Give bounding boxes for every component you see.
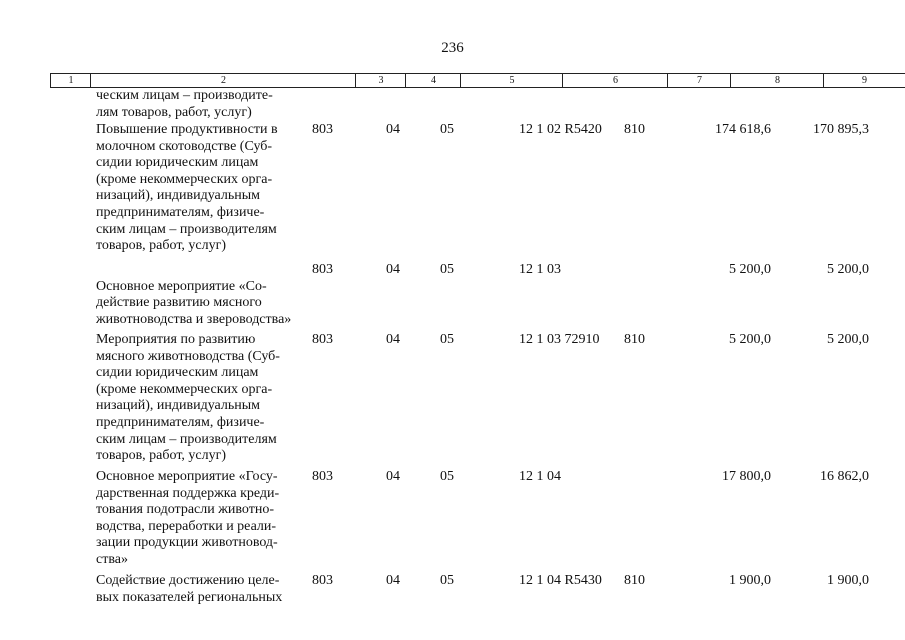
row-col-5: 05 — [440, 122, 454, 137]
header-col-5: 5 — [460, 74, 563, 87]
row-col-7: 810 — [624, 573, 645, 588]
row-name-text: Основное мероприятие «Со- действие развитию мясного животноводства и звероводства» — [96, 278, 292, 327]
row-col-5: 05 — [440, 469, 454, 484]
row-col-5: 05 — [440, 332, 454, 347]
row-col-4: 04 — [386, 469, 400, 484]
row-col-3: 803 — [312, 122, 333, 137]
header-col-3: 3 — [355, 74, 406, 87]
row-col-6: 12 1 02 R5420 — [519, 122, 602, 137]
row-col-9: 5 200,0 — [827, 332, 869, 347]
row-col-3: 803 — [312, 262, 333, 277]
row-col-4: 04 — [386, 573, 400, 588]
header-col-6: 6 — [562, 74, 668, 87]
row-col-8: 17 800,0 — [722, 469, 771, 484]
header-col-7: 7 — [667, 74, 731, 87]
row-col-3: 803 — [312, 573, 333, 588]
row-col-5: 05 — [440, 262, 454, 277]
row-col-8: 1 900,0 — [729, 573, 771, 588]
row-col-8: 5 200,0 — [729, 262, 771, 277]
row-col-6: 12 1 03 — [519, 262, 561, 277]
row-col-9: 16 862,0 — [820, 469, 869, 484]
row-col-4: 04 — [386, 122, 400, 137]
header-col-9: 9 — [823, 74, 905, 87]
row-col-9: 5 200,0 — [827, 262, 869, 277]
row-name: Повышение продуктивности в молочном скотоводстве (Суб- сидии юридическим лицам (кроме некоммерческих орга- низаций), индивидуальным предпринимателям, физиче- ским лицам – производителям товаров, работ, услуг) — [96, 122, 278, 254]
row-col-9: 170 895,3 — [813, 122, 869, 137]
row-col-6: 12 1 04 R5430 — [519, 573, 602, 588]
header-col-4: 4 — [405, 74, 461, 87]
header-col-2: 2 — [90, 74, 356, 87]
row-col-4: 04 — [386, 262, 400, 277]
table-header — [50, 73, 905, 88]
continued-text — [96, 88, 273, 121]
row-name: Мероприятия по развитию мясного животноводства (Суб- сидии юридическим лицам (кроме некоммерческих орга- низаций), индивидуальным предпринимателям, физиче- ским лицам – производителям товаров, работ, услуг) — [96, 332, 280, 464]
row-col-3: 803 — [312, 332, 333, 347]
row-col-9: 1 900,0 — [827, 573, 869, 588]
row-name: Основное мероприятие «Госу- дарственная поддержка креди- тования подотрасли животно- водства, переработки и реали- зации продукции животновод- ства» — [96, 469, 280, 567]
row-col-6: 12 1 04 — [519, 469, 561, 484]
continued-text-content: ческим лицам – производите- лям товаров, работ, услуг) — [96, 88, 273, 120]
row-col-7: 810 — [624, 122, 645, 137]
row-col-3: 803 — [312, 469, 333, 484]
row-col-7: 810 — [624, 332, 645, 347]
row-col-8: 174 618,6 — [715, 122, 771, 137]
page-number: 236 — [441, 40, 464, 56]
row-name: Содействие достижению целе- вых показателей региональных — [96, 573, 283, 605]
row-col-6: 12 1 03 72910 — [519, 332, 600, 347]
row-col-4: 04 — [386, 332, 400, 347]
row-col-5: 05 — [440, 573, 454, 588]
header-col-8: 8 — [730, 74, 824, 87]
header-col-1: 1 — [50, 74, 91, 87]
row-col-8: 5 200,0 — [729, 332, 771, 347]
row-name — [96, 262, 306, 328]
